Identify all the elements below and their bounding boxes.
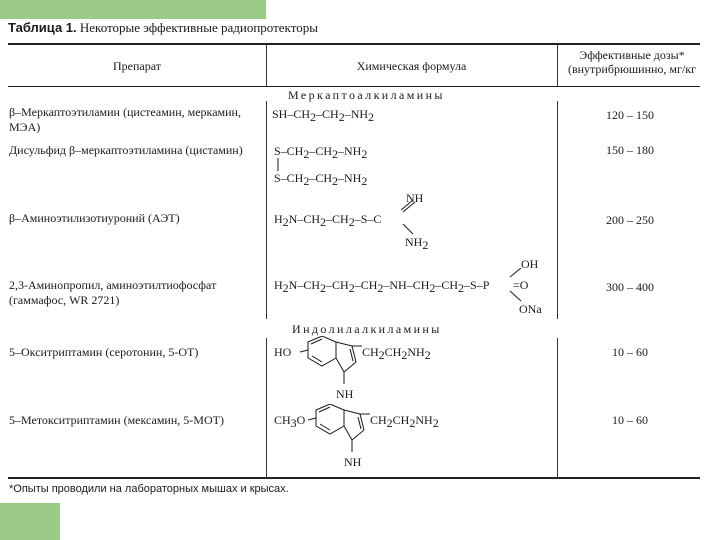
drug-name-line: 2,3-Аминопропил, аминоэтилтиофосфат bbox=[9, 278, 217, 292]
drug-name-line: 5–Метокситриптамин (мексамин, 5-МОТ) bbox=[9, 413, 224, 427]
table-caption: Некоторые эффективные радиопротекторы bbox=[79, 20, 318, 35]
svg-text:H2N–CH2–CH2–CH2–NH–CH2–CH2–S–P: H2N–CH2–CH2–CH2–NH–CH2–CH2–S–P bbox=[274, 278, 490, 295]
svg-text:CH3O: CH3O bbox=[274, 413, 306, 430]
formula-gammaphos bbox=[272, 256, 557, 316]
svg-text:CH2CH2NH2: CH2CH2NH2 bbox=[362, 345, 431, 362]
drug-name-line: МЭА) bbox=[9, 120, 41, 134]
svg-text:NH2: NH2 bbox=[405, 235, 429, 250]
drug-name-mexamine bbox=[9, 413, 267, 428]
drug-name-mea bbox=[9, 105, 267, 135]
header-drug: Препарат bbox=[113, 59, 161, 73]
dose-mexamine: 10 – 60 bbox=[612, 413, 648, 427]
svg-text:HO: HO bbox=[274, 345, 292, 359]
svg-text:=O: =O bbox=[513, 278, 529, 292]
drug-name-line: Дисульфид β–меркаптоэтиламина (цистамин) bbox=[9, 143, 243, 157]
slide-accent-bar-bottom bbox=[0, 503, 60, 540]
drug-name-line: (гаммафос, WR 2721) bbox=[9, 293, 120, 307]
svg-text:OH: OH bbox=[521, 257, 539, 271]
svg-text:NH: NH bbox=[336, 387, 354, 401]
svg-text:NH: NH bbox=[406, 191, 424, 205]
table-top-rule bbox=[8, 43, 700, 45]
dose-gammaphos: 300 – 400 bbox=[606, 280, 654, 294]
dose-cystamine: 150 – 180 bbox=[606, 143, 654, 157]
header-bottom-rule bbox=[8, 86, 700, 87]
drug-name-line: β–Аминоэтилизотиуроний (АЭТ) bbox=[9, 211, 180, 225]
svg-text:ONa: ONa bbox=[519, 302, 542, 316]
header-dose bbox=[557, 48, 707, 76]
formula-aet bbox=[272, 190, 442, 250]
formula-mea bbox=[272, 102, 432, 124]
header-formula: Химическая формула bbox=[356, 59, 467, 73]
slide-accent-bar-top bbox=[0, 0, 266, 19]
header-dose-line2: (внутрибрюшинно, мг/кг bbox=[567, 62, 697, 76]
svg-text:H2N–CH2–CH2–S–C: H2N–CH2–CH2–S–C bbox=[274, 212, 382, 229]
formula-cystamine bbox=[272, 140, 412, 188]
svg-text:S–CH2–CH2–NH2: S–CH2–CH2–NH2 bbox=[274, 144, 368, 161]
table-label: Таблица 1. bbox=[8, 20, 77, 35]
drug-name-gammaphos bbox=[9, 278, 267, 308]
drug-name-cystamine bbox=[9, 143, 267, 158]
svg-text:S–CH2–CH2–NH2: S–CH2–CH2–NH2 bbox=[274, 171, 368, 188]
body-divider-2b bbox=[557, 338, 558, 477]
formula-serotonin bbox=[272, 336, 452, 406]
body-divider-2a bbox=[557, 101, 558, 319]
svg-text:NH: NH bbox=[344, 455, 362, 469]
section-indolylalkylamines: Индолилалкиламины bbox=[292, 322, 442, 336]
dose-serotonin: 10 – 60 bbox=[612, 345, 648, 359]
header-dose-line1: Эффективные дозы* bbox=[579, 48, 685, 62]
drug-name-line: β–Меркаптоэтиламин (цистеамин, меркамин, bbox=[9, 105, 241, 119]
drug-name-aet bbox=[9, 211, 267, 226]
formula-mexamine bbox=[272, 404, 462, 474]
table-bottom-rule bbox=[8, 477, 700, 479]
svg-text:SH–CH2–CH2–NH2: SH–CH2–CH2–NH2 bbox=[272, 107, 375, 124]
drug-name-line: 5–Окситриптамин (серотонин, 5-ОТ) bbox=[9, 345, 199, 359]
table-title bbox=[8, 20, 318, 36]
svg-text:CH2CH2NH2: CH2CH2NH2 bbox=[370, 413, 439, 430]
dose-aet: 200 – 250 bbox=[606, 213, 654, 227]
table-footnote: *Опыты проводили на лабораторных мышах и крысах. bbox=[9, 483, 289, 495]
drug-name-serotonin bbox=[9, 345, 267, 360]
dose-mea: 120 – 150 bbox=[606, 108, 654, 122]
section-mercaptoalkylamines: Меркаптоалкиламины bbox=[288, 88, 445, 102]
